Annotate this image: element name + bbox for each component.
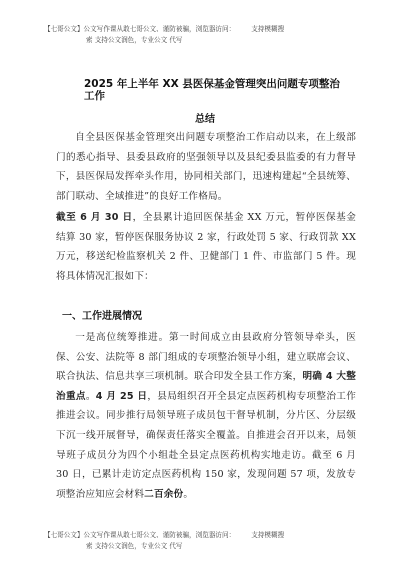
paragraph-progress	[56, 328, 356, 504]
banner-text-search: 支持模糊搜	[251, 531, 285, 539]
punctuation: 。	[85, 390, 96, 402]
header-banner	[0, 24, 410, 48]
paragraph-part: ，县局组织召开全县定点医药机构专项整治工作推进会议。同步推行局领导班子成员包干督导机制，分片区、分层级下沉一线开展督导，确保责任落实全覆盖。自推进会召开以来，局领导班子成员分为四个小组赴全县定点医药机构实地走访。截至 6 月 30 日，已累计走访定点医药机构 150 家，发现问题 57 项，发放专项整治应知应会材料	[56, 390, 356, 500]
paragraph-text	[56, 328, 356, 504]
banner-text-search: 支持模糊搜	[251, 25, 285, 33]
banner-text: 【七哥公文】公文写作课从敢七哥公文、谨防被骗，浏览器访问：	[44, 531, 236, 539]
paragraph-text	[56, 208, 356, 286]
bold-key-points: 明确 4 大整治重点	[56, 371, 356, 402]
bold-count: 二百余份	[144, 488, 184, 500]
bold-date: 4 月 25 日	[95, 390, 148, 402]
footer-banner	[0, 530, 410, 554]
paragraph-intro	[56, 128, 356, 206]
banner-line-1	[44, 530, 284, 541]
document-subtitle: 总结	[195, 114, 215, 125]
section-heading: 一、工作进展情况	[62, 311, 142, 322]
banner-line-2: 索 支持公文润色，专业公文 代写	[86, 36, 183, 44]
paragraph-text: 自全县医保基金管理突出问题专项整治工作启动以来，在上级部门的悉心指导、县委县政府的坚强领导以及县纪委县监委的有力督导下，县医保局发挥牵头作用，协同相关部门，迅速构建起“全县统筹、部门联动、全域推进”的良好工作格局。	[56, 132, 356, 202]
banner-line-1	[44, 24, 284, 35]
punctuation: 。	[183, 488, 194, 500]
paragraph-results	[56, 208, 356, 286]
bold-date: 截至 6 月 30 日	[56, 212, 133, 223]
paragraph-part: 一是高位统筹推进。第一时间成立由县政府分管领导牵头，医保、公安、法院等 8 部门组成的专项整治领导小组，建立联席会议、联合执法、信息共享三项机制。联合印发全县工作方案，	[56, 332, 356, 383]
document-title: 2025 年上半年 XX 县医保基金管理突出问题专项整治工作	[84, 78, 340, 102]
banner-line-2: 索 支持公文润色，专业公文 代写	[86, 542, 183, 550]
banner-text: 【七哥公文】公文写作课从敢七哥公文、谨防被骗，浏览器访问：	[44, 25, 236, 33]
paragraph-rest: ，全县累计追回医保基金 XX 万元，暂停医保基金结算 30 家，暂停医保服务协议 2 家，行政处罚 5 家、行政罚款 XX 万元，移送纪检监察机关 2 件、卫健部门 1 件、市监部门 5 件。现将具体情况汇报如下：	[56, 212, 356, 282]
